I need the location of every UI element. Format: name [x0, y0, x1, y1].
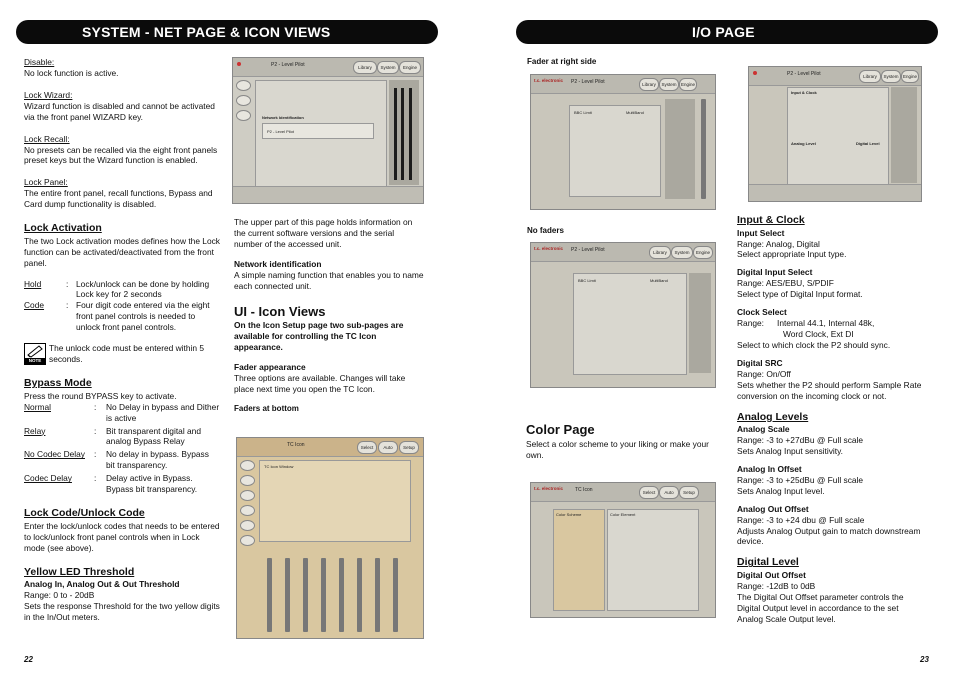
nav-dot[interactable]: [236, 110, 251, 121]
analog-scale-label: Analog Scale: [737, 424, 790, 435]
nav-dot[interactable]: [240, 520, 255, 531]
digital-src-text: Sets whether the P2 should perform Sample Rate conversion on the incoming clock or not.: [737, 379, 922, 401]
lock-activation-heading: Lock Activation: [24, 222, 102, 235]
analog-scale-range: Range: -3 to +27dBu @ Full scale: [737, 435, 864, 446]
system-panel: [255, 80, 387, 187]
bypass-row-key: No Codec Delay: [24, 449, 85, 460]
color-element-panel[interactable]: [607, 509, 699, 611]
clock-range-line-1: Internal 44.1, Internal 48k,: [777, 318, 875, 329]
hold-row: [24, 279, 220, 301]
code-key: Code: [24, 300, 45, 311]
fader-track[interactable]: [393, 558, 398, 632]
wizard-label: Lock Wizard:: [24, 89, 73, 100]
input-select-range: Range: Analog, Digital: [737, 238, 820, 249]
ui-icon-views-heading: UI - Icon Views: [234, 303, 326, 319]
page-banner-left: [16, 20, 438, 44]
digital-level-heading: Digital Level: [737, 556, 799, 569]
left-text-column: [24, 57, 220, 623]
library-button[interactable]: Library: [649, 246, 671, 259]
middle-text-column: [234, 217, 424, 414]
tc-icon-window-label: TC Icon Window: [264, 464, 294, 469]
window-title: TC Icon: [575, 487, 593, 493]
note-icon: [24, 343, 46, 365]
input-clock-heading: Input & Clock: [737, 214, 805, 226]
lock-code-text: Enter the lock/unlock codes that needs to be entered to lock/unlock front panel controls when in Lock mode (see above).: [24, 520, 220, 553]
footer-values: [233, 186, 423, 203]
setup-button[interactable]: Setup: [399, 441, 419, 454]
colon: :: [94, 473, 97, 484]
engine-button[interactable]: Engine: [901, 70, 919, 83]
banner-title-right: I/O PAGE: [692, 24, 755, 40]
color-scheme-list[interactable]: [553, 509, 605, 611]
window-titlebar: [531, 243, 715, 262]
analog-in-text: Sets Analog Input level.: [737, 485, 825, 496]
tc-logo: t.c. electronic: [534, 246, 564, 251]
input-clock-label: Input & Clock: [791, 90, 817, 95]
no-faders-caption: No faders: [527, 226, 564, 235]
network-name-box[interactable]: [262, 123, 374, 139]
colon: :: [94, 449, 97, 460]
tc-icon-window-panel: [259, 460, 411, 542]
system-button[interactable]: System: [881, 70, 901, 83]
setup-button[interactable]: Setup: [679, 486, 699, 499]
engine-name: MultiBand: [650, 278, 668, 283]
digital-src-range: Range: On/Off: [737, 368, 791, 379]
page-number-right: 23: [920, 654, 929, 664]
network-identification-label: Network Identification: [262, 115, 304, 120]
yellow-led-heading: Yellow LED Threshold: [24, 565, 135, 578]
clock-range-row: [737, 318, 923, 340]
yellow-led-text: Sets the response Threshold for the two yellow digits in the In/Out meters.: [24, 600, 220, 622]
bypass-row-value: Delay active in Bypass. Bypass bit transparency.: [106, 473, 198, 495]
nav-dot[interactable]: [240, 490, 255, 501]
yellow-led-subheading: Analog In, Analog Out & Out Threshold: [24, 579, 180, 590]
analog-in-range: Range: -3 to +25dBu @ Full scale: [737, 474, 864, 485]
note-text: The unlock code must be entered within 5 seconds.: [49, 343, 205, 365]
tc-logo: t.c. electronic: [534, 486, 564, 491]
disable-text: No lock function is active.: [24, 67, 119, 78]
upper-part-text: The upper part of this page holds information on the current software versions and the serial number of the accessed unit.: [234, 217, 413, 249]
bypass-row-key: Normal: [24, 401, 51, 412]
preset-name: BBC Limit: [578, 278, 596, 283]
library-button[interactable]: Library: [353, 61, 377, 74]
analog-in-label: Analog In Offset: [737, 463, 802, 474]
analog-level-label: Analog Level: [791, 141, 816, 146]
window-title: P2 - Level Pilot: [571, 79, 605, 85]
level-meters: [689, 273, 711, 373]
lock-activation-text: The two Lock activation modes defines how the Lock function can be activated/deactivated from the front panel.: [24, 235, 220, 268]
bypass-row: [24, 449, 220, 471]
logo-dot: [237, 62, 241, 66]
nav-dot[interactable]: [240, 475, 255, 486]
digital-input-label: Digital Input Select: [737, 267, 813, 278]
preset-name: BBC Limit: [574, 110, 592, 115]
fader-track[interactable]: [285, 558, 290, 632]
fader-track[interactable]: [357, 558, 362, 632]
digital-out-label: Digital Out Offset: [737, 570, 806, 581]
meter-bar: [409, 88, 412, 180]
clock-range-key: Range:: [737, 318, 765, 329]
page-banner-right: [516, 20, 938, 44]
bypass-row-value: Bit transparent digital and analog Bypass Relay: [106, 425, 201, 447]
color-page-text: Select a color scheme to your liking or make your own.: [526, 439, 709, 460]
digital-input-range: Range: AES/EBU, S/PDIF: [737, 278, 834, 289]
bypass-row-key: Codec Delay: [24, 473, 72, 484]
window-title: P2 - Level Pilot: [571, 247, 605, 253]
analog-scale-text: Sets Analog Input sensitivity.: [737, 446, 843, 457]
tc-icon-faders-bottom-screenshot: [236, 437, 424, 639]
system-button[interactable]: System: [659, 78, 679, 91]
clock-select-text: Select to which clock the P2 should sync.: [737, 339, 891, 350]
preset-panel: [569, 105, 661, 197]
right-fader[interactable]: [701, 99, 706, 199]
window-titlebar: [237, 438, 423, 457]
network-id-heading: Network identification: [234, 258, 322, 269]
hold-value: Lock/unlock can be done by holding Lock key for 2 seconds: [76, 278, 210, 300]
level-meters: [389, 80, 419, 185]
engine-button[interactable]: Engine: [679, 78, 697, 91]
nav-dot[interactable]: [240, 535, 255, 546]
recall-label: Lock Recall:: [24, 133, 70, 144]
colon: :: [94, 425, 97, 436]
meter-bar: [401, 88, 404, 180]
code-value: Four digit code entered via the eight front panel controls is needed to unlock front panel controls.: [76, 300, 210, 333]
library-button[interactable]: Library: [639, 78, 659, 91]
color-element-label: Color Element: [610, 512, 636, 517]
bypass-row-value: No delay in bypass. Bypass bit transparency.: [106, 449, 209, 471]
logo-dot: [753, 71, 757, 75]
system-button[interactable]: System: [377, 61, 399, 74]
note-icon-label: NOTE: [25, 358, 45, 364]
footer-values: [749, 184, 921, 201]
window-title: TC Icon: [287, 442, 305, 448]
fader-track[interactable]: [375, 558, 380, 632]
code-row: [24, 300, 220, 333]
colon: :: [94, 401, 97, 412]
bypass-row: [24, 426, 220, 448]
lock-code-heading: Lock Code/Unlock Code: [24, 507, 145, 520]
nav-dot[interactable]: [236, 95, 251, 106]
fader-appearance-text: Three options are available. Changes will take place next time you open the TC Icon.: [234, 373, 406, 395]
window-titlebar: [531, 483, 715, 502]
network-name-value: P2 - Level Pilot: [267, 129, 294, 134]
fader-track[interactable]: [303, 558, 308, 632]
note-row: [24, 343, 220, 365]
color-page-screenshot: [530, 482, 716, 618]
engine-name: MultiBand: [626, 110, 644, 115]
fader-right-screenshot: [530, 74, 716, 210]
nav-dot[interactable]: [236, 80, 251, 91]
colon: :: [66, 300, 69, 311]
window-titlebar: [531, 75, 715, 94]
system-button[interactable]: System: [671, 246, 693, 259]
fader-appearance-heading: Fader appearance: [234, 362, 306, 373]
level-meters: [891, 87, 917, 183]
clock-range-line-2: Word Clock, Ext DI: [783, 329, 854, 340]
bypass-row-value: No Delay in bypass and Dither is active: [106, 401, 220, 423]
fader-track[interactable]: [267, 558, 272, 632]
hold-key: Hold: [24, 278, 42, 289]
side-nav: [239, 460, 255, 550]
fader-track[interactable]: [321, 558, 326, 632]
analog-out-label: Analog Out Offset: [737, 503, 809, 514]
no-faders-screenshot: [530, 242, 716, 388]
library-button[interactable]: Library: [859, 70, 881, 83]
network-id-text: A simple naming function that enables you to name each connected unit.: [234, 269, 424, 291]
io-panel: [787, 87, 889, 185]
bypass-row-key: Relay: [24, 425, 46, 436]
bypass-row: [24, 402, 220, 424]
fader-right-caption: Fader at right side: [527, 57, 597, 66]
nav-dot[interactable]: [240, 505, 255, 516]
analog-out-text: Adjusts Analog Output gain to match downstream device.: [737, 525, 921, 547]
color-scheme-label: Color Scheme: [556, 512, 582, 517]
engine-button[interactable]: Engine: [693, 246, 713, 259]
analog-levels-heading: Analog Levels: [737, 410, 809, 423]
window-title: P2 - Level Pilot: [271, 62, 305, 68]
digital-out-range: Range: -12dB to 0dB: [737, 580, 816, 591]
colon: :: [66, 278, 69, 289]
bypass-mode-text: Press the round BYPASS key to activate.: [24, 390, 177, 401]
window-title: P2 - Level Pilot: [787, 71, 821, 77]
engine-button[interactable]: Engine: [399, 61, 421, 74]
clock-range-values: [777, 318, 874, 340]
clock-select-label: Clock Select: [737, 307, 787, 318]
right-text-column: [737, 214, 923, 625]
window-titlebar: [233, 58, 423, 77]
meter-bar: [394, 88, 397, 180]
level-meters: [665, 99, 695, 199]
panel-text: The entire front panel, recall functions, Bypass and Card dump functionality is disabled.: [24, 188, 213, 210]
panel-label: Lock Panel:: [24, 177, 68, 188]
yellow-led-range: Range: 0 to - 20dB: [24, 590, 95, 601]
auto-button[interactable]: Auto: [659, 486, 679, 499]
select-button[interactable]: Select: [357, 441, 377, 454]
system-net-screenshot: [232, 57, 424, 204]
disable-label: Disable:: [24, 57, 55, 67]
tc-logo: t.c. electronic: [534, 78, 564, 83]
input-select-label: Input Select: [737, 227, 785, 238]
faders-bottom-caption: Faders at bottom: [234, 403, 299, 413]
fader-track[interactable]: [339, 558, 344, 632]
bypass-mode-heading: Bypass Mode: [24, 377, 92, 390]
bypass-row: [24, 473, 220, 495]
page-number-left: 22: [24, 654, 33, 664]
digital-src-label: Digital SRC: [737, 357, 783, 368]
window-titlebar: [749, 67, 921, 86]
io-page-screenshot: [748, 66, 922, 202]
color-page-heading: Color Page: [526, 422, 595, 437]
banner-title-left: SYSTEM - NET PAGE & ICON VIEWS: [82, 24, 331, 40]
input-select-text: Select appropriate Input type.: [737, 249, 847, 260]
digital-input-text: Select type of Digital Input format.: [737, 289, 863, 300]
digital-out-text: The Digital Out Offset parameter controls the Digital Output level in accordance to the set Analog Scale Output level.: [737, 591, 904, 624]
select-button[interactable]: Select: [639, 486, 659, 499]
wizard-text: Wizard function is disabled and cannot be activated via the front panel WIZARD key.: [24, 100, 215, 122]
recall-text: No presets can be recalled via the eight front panels preset keys but the Wizard function is enabled.: [24, 144, 218, 166]
side-nav: [235, 80, 251, 125]
auto-button[interactable]: Auto: [378, 441, 398, 454]
nav-dot[interactable]: [240, 460, 255, 471]
bypass-rows: [24, 402, 220, 495]
digital-level-label: Digital Level: [856, 141, 880, 146]
preset-panel: [573, 273, 687, 375]
analog-out-range: Range: -3 to +24 dbu @ Full scale: [737, 514, 865, 525]
ui-icon-views-intro: On the Icon Setup page two sub-pages are available for controlling the TC Icon appearance.: [234, 320, 404, 353]
